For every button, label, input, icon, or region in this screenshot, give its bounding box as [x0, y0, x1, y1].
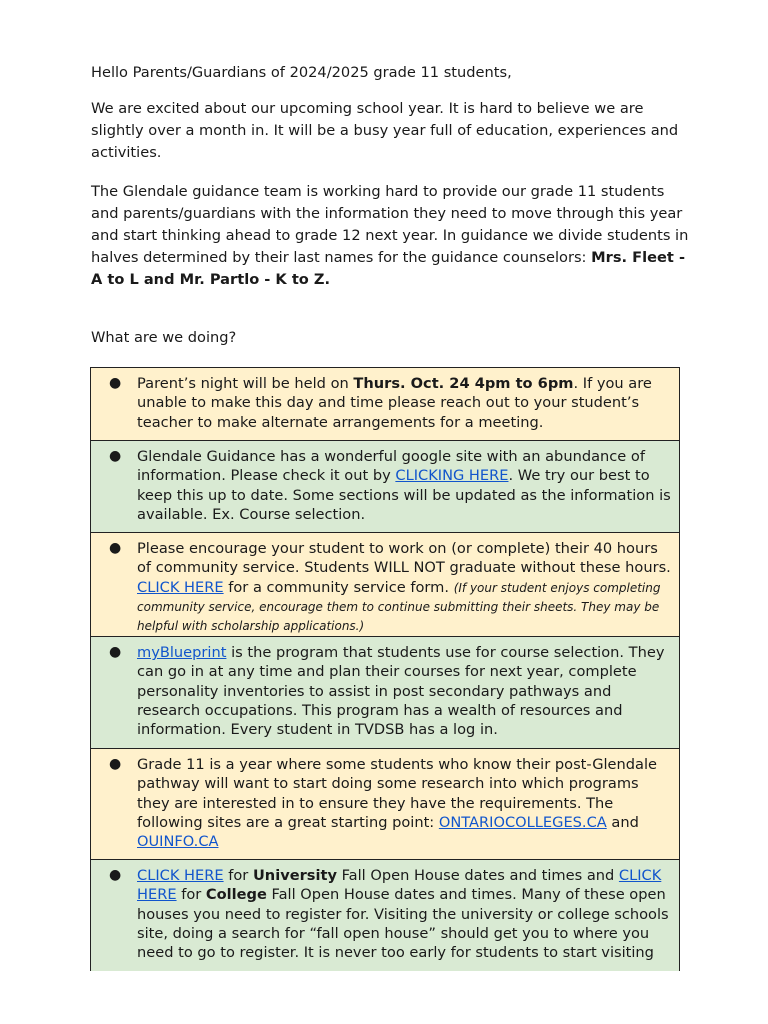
- list-item-open-house: [91, 860, 679, 971]
- bullet-icon: ●: [109, 867, 122, 883]
- greeting-line: Hello Parents/Guardians of 2024/2025 grade 11 students,: [91, 64, 512, 81]
- university-label: University: [252, 867, 337, 884]
- guidance-site-link[interactable]: CLICKING HERE: [395, 467, 509, 485]
- item-text: Fall Open House dates and times. Many of these open houses you need to register for. Visiting the university or college schools site, doing a search for “fall open house” should get you to where you need to go to register. It is never too early for students to start visiting: [137, 886, 669, 962]
- list-item-myblueprint: [91, 637, 679, 749]
- item-text: is the program that students use for course selection. They can go in at any time and plan their courses for next year, complete personality inventories to assist in post secondary pathways and research occupations. This program has a wealth of resources and information. Every student in TVDSB has a log in.: [137, 644, 665, 739]
- item-text: . We try our best to keep this up to date. Some sections will be updated as the information is available. Ex. Course selection.: [137, 467, 671, 523]
- bullet-icon: ●: [109, 756, 122, 772]
- bullet-icon: ●: [109, 375, 122, 391]
- bullet-icon: ●: [109, 644, 122, 660]
- item-text: and: [606, 813, 639, 831]
- intro-paragraph: We are excited about our upcoming school year. It is hard to believe we are slightly over a month in. It will be a busy year full of education, experiences and activities.: [91, 100, 679, 161]
- item-text: for a community service form.: [223, 578, 454, 596]
- list-item-parents-night: [91, 368, 679, 441]
- list-item-research-programs: [91, 749, 679, 860]
- community-service-form-link[interactable]: CLICK HERE: [137, 578, 224, 596]
- college-label: College: [205, 886, 267, 904]
- bullet-icon: ●: [109, 448, 122, 464]
- item-text: Grade 11 is a year where some students who know their post-Glendale pathway will want to start doing some research into which programs they are interested in to ensure they have the requirements. The following sites are a great starting point:: [137, 756, 658, 831]
- guidance-team-paragraph: [91, 181, 691, 291]
- item-text: . If you are unable to make this day and time please reach out to your student’s teacher to make alternate arrangements for a meeting.: [137, 375, 652, 431]
- counselor-assignment: Mrs. Fleet - A to L and Mr. Partlo - K to Z.: [91, 249, 686, 288]
- ouinfo-link[interactable]: OUINFO.CA: [137, 833, 219, 851]
- activities-list: [90, 367, 680, 971]
- list-item-community-service: [91, 533, 679, 637]
- ontariocolleges-link[interactable]: ONTARIOCOLLEGES.CA: [438, 813, 607, 831]
- item-text: Please encourage your student to work on (or complete) their 40 hours of community service. Students WILL NOT graduate without these hours.: [137, 540, 671, 577]
- college-open-house-link[interactable]: CLICK HERE: [137, 867, 662, 904]
- item-text: Glendale Guidance has a wonderful google site with an abundance of information. Please check it out by: [137, 448, 645, 485]
- bullet-icon: ●: [109, 540, 122, 556]
- item-text: Parent’s night will be held on: [137, 375, 354, 392]
- item-text: for: [176, 886, 206, 904]
- item-text: Fall Open House dates and times and: [336, 867, 619, 884]
- university-open-house-link[interactable]: CLICK HERE: [137, 867, 224, 884]
- community-service-note: (If your student enjoys completing community service, encourage them to continue submitting their sheets. They may be helpful with scholarship applications.): [137, 580, 661, 634]
- myblueprint-link[interactable]: myBlueprint: [137, 644, 227, 661]
- section-question: What are we doing?: [91, 329, 237, 346]
- list-item-guidance-site: [91, 441, 679, 533]
- guidance-team-text: The Glendale guidance team is working hard to provide our grade 11 students and parents/guardians with the information they need to move through this year and start thinking ahead to grade 12 next year. In guidance we divide students in halves determined by their last names for the guidance counselors:: [91, 183, 689, 266]
- item-text: for: [223, 867, 253, 884]
- parents-night-date: Thurs. Oct. 24 4pm to 6pm: [353, 375, 574, 392]
